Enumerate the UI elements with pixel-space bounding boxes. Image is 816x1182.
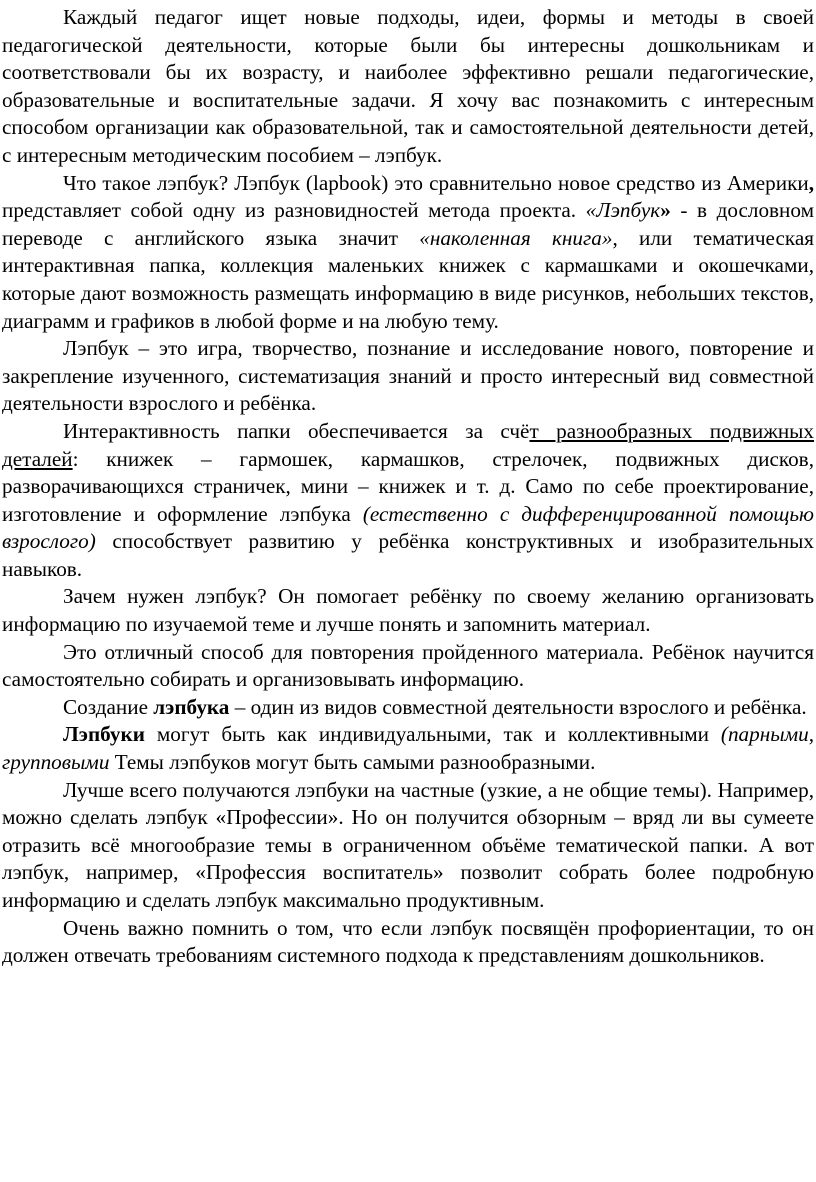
text-run: – один из видов совместной деятельности взрослого и ребёнка.	[229, 694, 807, 719]
text-run: Каждый педагог ищет новые подходы, идеи, формы и методы в своей педагогической деятельности, которые были бы интересны дошкольникам и соответствовали бы их возрасту, и наиболее эффективно решали педагогические, образовательные и воспитательные задачи. Я хочу вас познакомить с интересным способом организации как образовательной, так и самостоятельной деятельности детей, с интересным методическим пособием – лэпбук.	[2, 5, 814, 167]
text-run: способствует развитию у ребёнка конструктивных и изобразительных навыков.	[2, 529, 814, 581]
bold-text: лэпбука	[153, 694, 230, 719]
paragraph	[2, 777, 814, 915]
bold-text: ,	[808, 170, 814, 195]
italic-text: (парными, групповыми	[2, 722, 814, 775]
italic-text: (естественно с дифференцированной помощью взрослого)	[2, 501, 814, 554]
text-run: Создание	[63, 694, 154, 719]
text-run: Лучше всего получаются лэпбуки на частные (узкие, а не общие темы). Например, можно сделать лэпбук «Профессии». Но он получится обзорным – вряд ли вы сумеете отразить всё многообразие темы в ограниченном объёме тематической папки. А вот лэпбук, например, «Профессия воспитатель» позволит собрать более подробную информацию и сделать лэпбук максимально продуктивным.	[2, 777, 814, 912]
italic-text: «Лэпбук	[585, 198, 661, 223]
text-run: могут быть как индивидуальными, так и коллективными	[144, 722, 721, 747]
paragraph	[2, 694, 814, 722]
text-run: Лэпбук – это игра, творчество, познание и исследование нового, повторение и закрепление изученного, систематизация знаний и просто интересный вид совместной деятельности взрослого и ребёнка.	[2, 336, 814, 416]
paragraph	[2, 915, 814, 970]
italic-text: «наколенная книга»	[419, 225, 613, 250]
bold-text: Лэпбуки	[63, 722, 145, 747]
paragraph	[2, 639, 814, 694]
text-run: представляет собой одну из разновидностей метода проекта.	[2, 198, 586, 223]
paragraph	[2, 721, 814, 776]
bold-text: »	[660, 198, 671, 223]
paragraph	[2, 335, 814, 418]
text-run: - в дословном переводе с английского языка значит	[2, 198, 814, 250]
text-run: Очень важно помнить о том, что если лэпбук посвящён профориентации, то он должен отвечать требованиям системного подхода к представлениям дошкольников.	[2, 915, 814, 968]
text-run: , или тематическая интерактивная папка, коллекция маленьких книжек с кармашками и окошечками, которые дают возможность размещать информацию в виде рисунков, небольших текстов, диаграмм и графиков в любой форме и на любую тему.	[2, 225, 814, 333]
text-run: Интерактивность папки обеспечивается за счё	[63, 418, 530, 443]
paragraph	[2, 583, 814, 638]
paragraph	[2, 4, 814, 170]
underlined-text: т разнообразных подвижных деталей	[2, 418, 814, 471]
paragraph	[2, 418, 814, 584]
text-run: : книжек – гармошек, кармашков, стрелочек, подвижных дисков, разворачивающихся страничек, мини – книжек и т. д. Само по себе проектирование, изготовление и оформление лэпбука	[2, 446, 814, 526]
text-run: Темы лэпбуков могут быть самыми разнообразными.	[109, 750, 596, 775]
text-run: Что такое лэпбук? Лэпбук (lapbook) это сравнительно новое средство из Америки	[63, 170, 809, 195]
text-run: Зачем нужен лэпбук? Он помогает ребёнку по своему желанию организовать информацию по изучаемой теме и лучше понять и запомнить материал.	[2, 584, 814, 637]
paragraph	[2, 170, 814, 336]
text-run: Это отличный способ для повторения пройденного материала. Ребёнок научится самостоятельно собирать и организовывать информацию.	[2, 639, 814, 692]
